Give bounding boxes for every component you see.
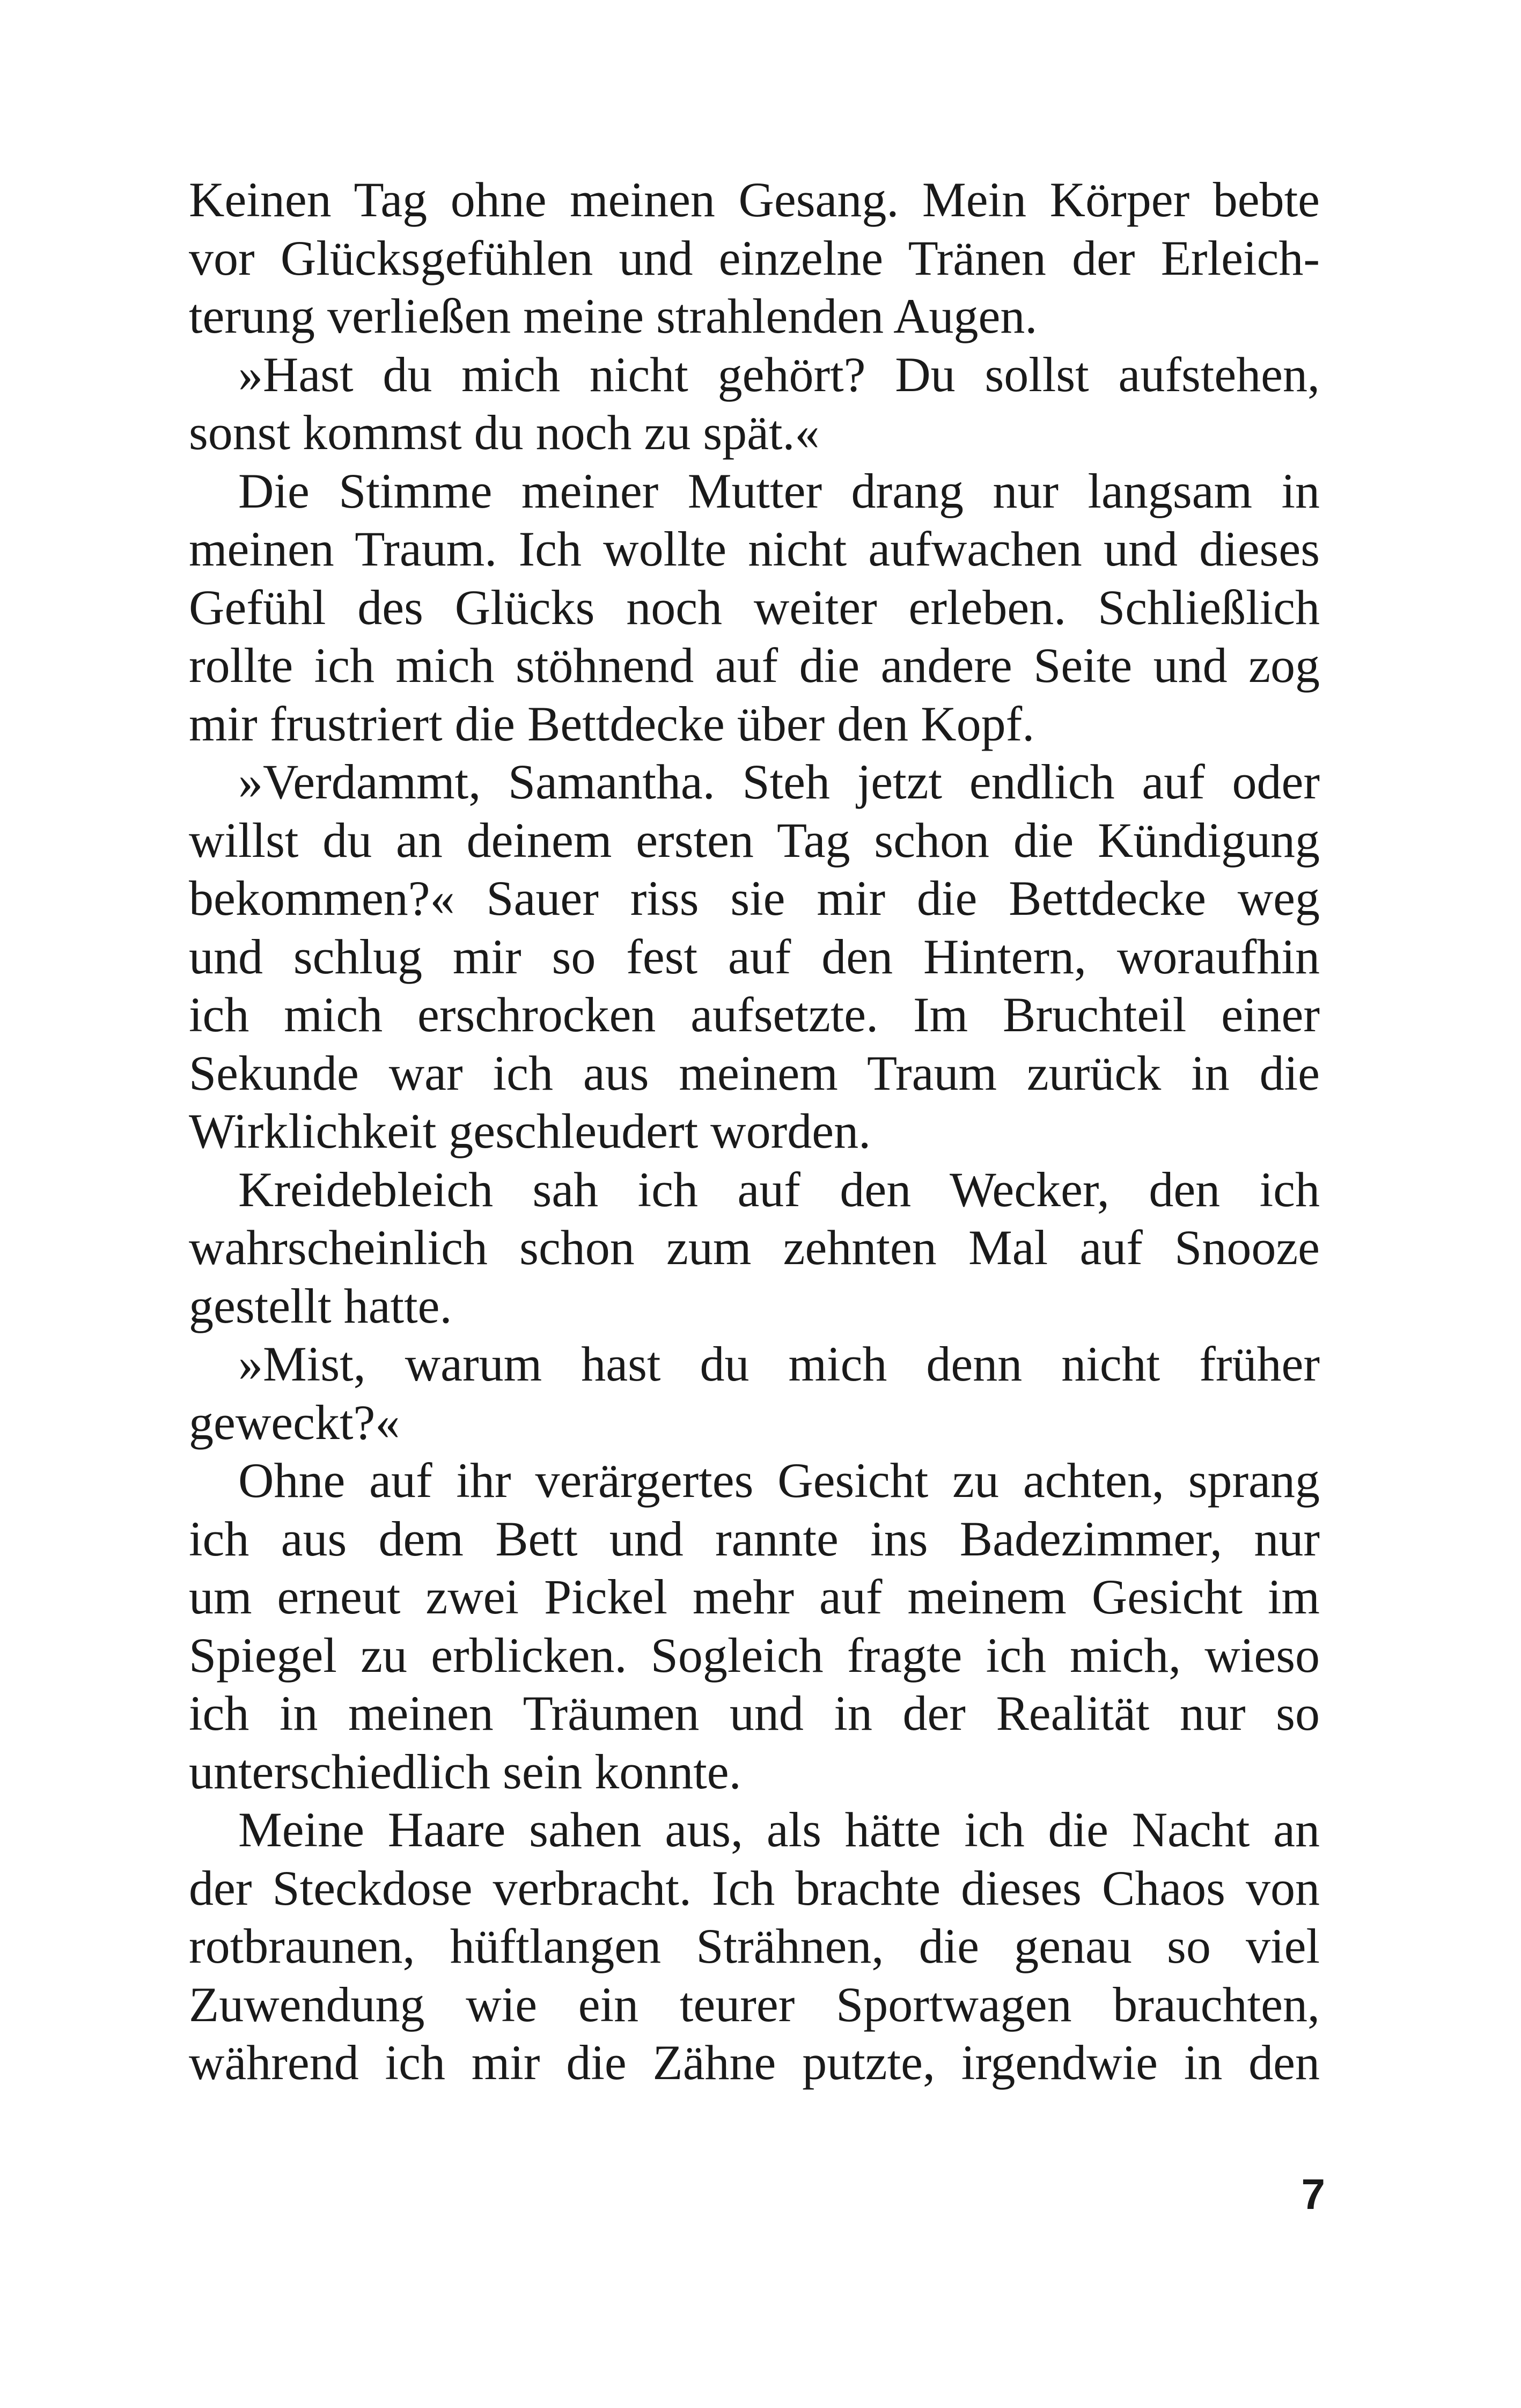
- text-line: vor Glücksgefühlen und einzelne Tränen der Erleich-: [189, 230, 1320, 285]
- paragraph: [189, 1161, 1320, 1335]
- text-line: Sekunde war ich aus meinem Traum zurück in die: [189, 1045, 1320, 1100]
- text-line: ich aus dem Bett und rannte ins Badezimmer, nur: [189, 1511, 1320, 1566]
- text-line: meinen Traum. Ich wollte nicht aufwachen und dieses: [189, 522, 1320, 576]
- text-line: Meine Haare sahen aus, als hätte ich die Nacht an: [238, 1802, 1320, 1857]
- text-line: rotbraunen, hüftlangen Strähnen, die genau so viel: [189, 1919, 1320, 1973]
- text-line: rollte ich mich stöhnend auf die andere Seite und zog: [189, 638, 1320, 693]
- text-line: ich in meinen Träumen und in der Realität nur so: [189, 1686, 1320, 1741]
- text-line: wahrscheinlich schon zum zehnten Mal auf Snooze: [189, 1220, 1320, 1275]
- text-line: Ohne auf ihr verärgertes Gesicht zu achten, sprang: [238, 1453, 1320, 1508]
- paragraph: [189, 753, 1320, 1161]
- text-line: »Hast du mich nicht gehört? Du sollst aufstehen,: [238, 347, 1320, 402]
- page-number: 7: [1301, 2170, 1325, 2218]
- text-line: ich mich erschrocken aufsetzte. Im Bruchteil einer: [189, 987, 1320, 1042]
- text-line: terung verließen meine strahlenden Augen.: [189, 289, 1038, 343]
- text-line: Die Stimme meiner Mutter drang nur langsam in: [238, 463, 1320, 518]
- text-line: und schlug mir so fest auf den Hintern, woraufhin: [189, 929, 1320, 984]
- text-line: mir frustriert die Bettdecke über den Kopf.: [189, 696, 1035, 751]
- text-line: Spiegel zu erblicken. Sogleich fragte ich mich, wieso: [189, 1627, 1320, 1683]
- paragraph: [189, 1451, 1320, 1801]
- text-line: Keinen Tag ohne meinen Gesang. Mein Körper bebte: [189, 172, 1320, 227]
- text-line: »Mist, warum hast du mich denn nicht früher: [238, 1337, 1320, 1391]
- paragraph: [189, 1335, 1320, 1451]
- text-line: Kreidebleich sah ich auf den Wecker, den ich: [238, 1162, 1320, 1217]
- text-line: bekommen?« Sauer riss sie mir die Bettdecke weg: [189, 871, 1320, 926]
- text-line: um erneut zwei Pickel mehr auf meinem Gesicht im: [189, 1569, 1320, 1624]
- text-line: geweckt?«: [189, 1394, 400, 1450]
- text-line: gestellt hatte.: [189, 1278, 452, 1333]
- body-text: [189, 171, 1320, 2092]
- text-line: »Verdammt, Samantha. Steh jetzt endlich auf oder: [238, 754, 1320, 809]
- paragraph: [189, 462, 1320, 753]
- text-line: unterschiedlich sein konnte.: [189, 1744, 741, 1799]
- text-line: willst du an deinem ersten Tag schon die Kündigung: [189, 812, 1320, 868]
- text-line: Zuwendung wie ein teurer Sportwagen brauchten,: [189, 1977, 1320, 2032]
- text-line: sonst kommst du noch zu spät.«: [189, 405, 820, 460]
- text-line: Wirklichkeit geschleudert worden.: [189, 1104, 871, 1158]
- text-line: Gefühl des Glücks noch weiter erleben. Schließlich: [189, 579, 1320, 635]
- text-line: während ich mir die Zähne putzte, irgendwie in den: [189, 2035, 1320, 2090]
- paragraph: [189, 171, 1320, 346]
- paragraph: [189, 346, 1320, 462]
- paragraph: [189, 1801, 1320, 2092]
- text-line: der Steckdose verbracht. Ich brachte dieses Chaos von: [189, 1860, 1320, 1915]
